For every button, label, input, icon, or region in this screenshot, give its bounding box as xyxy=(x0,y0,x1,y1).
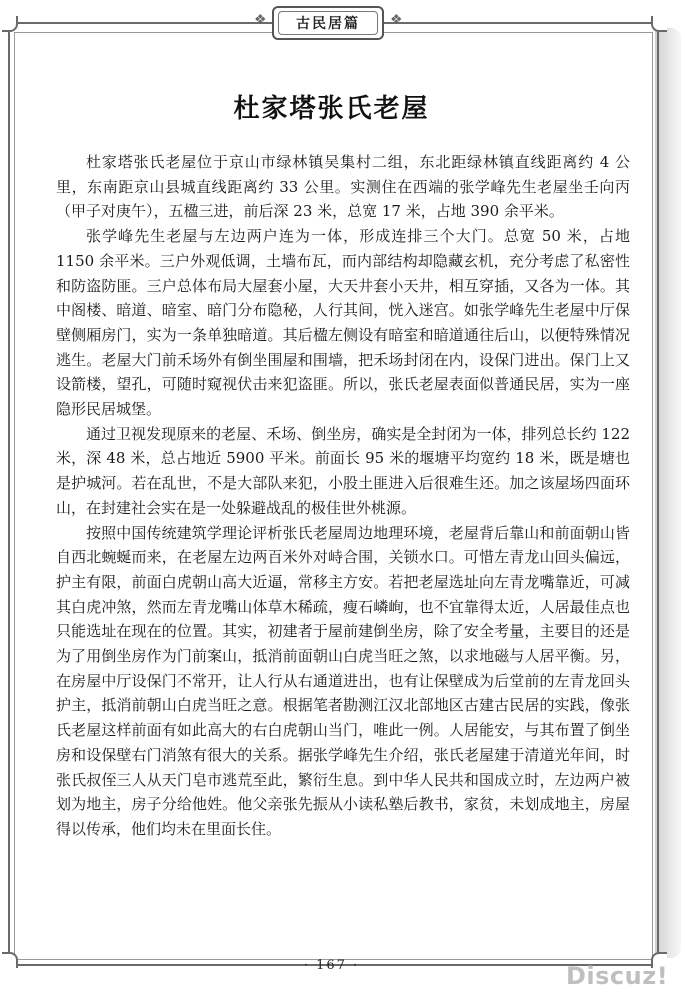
paragraph: 杜家塔张氏老屋位于京山市绿林镇吴集村二组，东北距绿林镇直线距离约 4 公里，东南距京山县城直线距离约 33 公里。实测住在西端的张学峰先生老屋坐壬向丙（甲子对庚午），五楹三进，前后深 23 米，总宽 17 米，占地 390 余平米。 xyxy=(56,153,630,221)
article-body xyxy=(56,150,630,842)
corner-ornament xyxy=(2,16,18,32)
watermark: Discuz! xyxy=(566,962,669,990)
paragraph: 通过卫视发现原来的老屋、禾场、倒坐房，确实是全封闭为一体，排列总长约 122 米，深 48 米，总占地近 5900 平米。前面长 95 米的堰塘平均宽约 18 米，既是塘也是护城河。若在乱世，不是大部队来犯，小股土匪进入后很难生还。加之该屋场四面环山，在封建社会实在是一处躲避战乱的极佳世外桃源。 xyxy=(56,424,630,517)
section-label: 古民居篇 xyxy=(278,11,378,35)
paragraph: 张学峰先生老屋与左边两户连为一体，形成连排三个大门。总宽 50 米，占地 1150 余平米。三户外观低调，土墙布瓦，而内部结构却隐藏玄机，充分考虑了私密性和防盗防匪。三户总体布局大屋套小屋，大天井套小天井，相互穿插，又各为一体。其中阁楼、暗道、暗室、暗门分布隐秘，人行其间，恍入迷宫。如张学峰先生老屋中厅保壁侧厢房门，实为一条单独暗道。其后楹左侧设有暗室和暗道通往后山，以便特殊情况逃生。老屋大门前禾场外有倒坐围屋和围墙，把禾场封闭在内，设保门进出。保门上又设箭楼，望孔，可随时窥视伏击来犯盗匪。所以，张氏老屋表面似普通民居，实为一座隐形民居城堡。 xyxy=(56,227,630,419)
paragraph: 按照中国传统建筑学理论评析张氏老屋周边地理环境，老屋背后靠山和前面朝山皆自西北蜿蜒而来，在老屋左边两百米外对峙合围，关锁水口。可惜左青龙山回头偏远，护主有限，前面白虎朝山高大近逼，常移主方安。若把老屋选址向左青龙嘴靠近，可减其白虎冲煞，然而左青龙嘴山体草木稀疏，瘦石嶙峋，也不宜靠得太近，人居最佳点也只能选址在现在的位置。其实，初建者于屋前建倒坐房，除了安全考量，主要目的还是为了用倒坐房作为门前案山，抵消前面朝山白虎当旺之煞，以求地磁与人居平衡。另，在房屋中厅设保门不常开，让人行从右通道进出，也有让保壁成为后堂前的左青龙回头护主，抵消前朝山白虎当旺之意。根据笔者勘测江汉北部地区古建古民居的实践，像张氏老屋这样前面有如此高大的右白虎朝山当门，唯此一例。人居能安，与其布置了倒坐房和设保壁右门消煞有很大的关系。据张学峰先生介绍，张氏老屋建于清道光年间，时张氏叔侄三人从天门皂市逃荒至此，繁衍生息。到中华人民共和国成立时，左边两户被划为地主，房子分给他姓。他父亲张先振从小读私塾后教书，家贫，未划成地主，房屋得以传承，他们均未在里面长住。 xyxy=(56,523,630,838)
article-title: 杜家塔张氏老屋 xyxy=(233,94,430,124)
page-number: · 167 · xyxy=(303,958,360,973)
corner-ornament xyxy=(651,16,667,32)
header-ornament-right-icon: ❖ xyxy=(390,12,403,28)
section-badge xyxy=(272,6,384,40)
header-ornament-left-icon: ❖ xyxy=(254,12,267,28)
